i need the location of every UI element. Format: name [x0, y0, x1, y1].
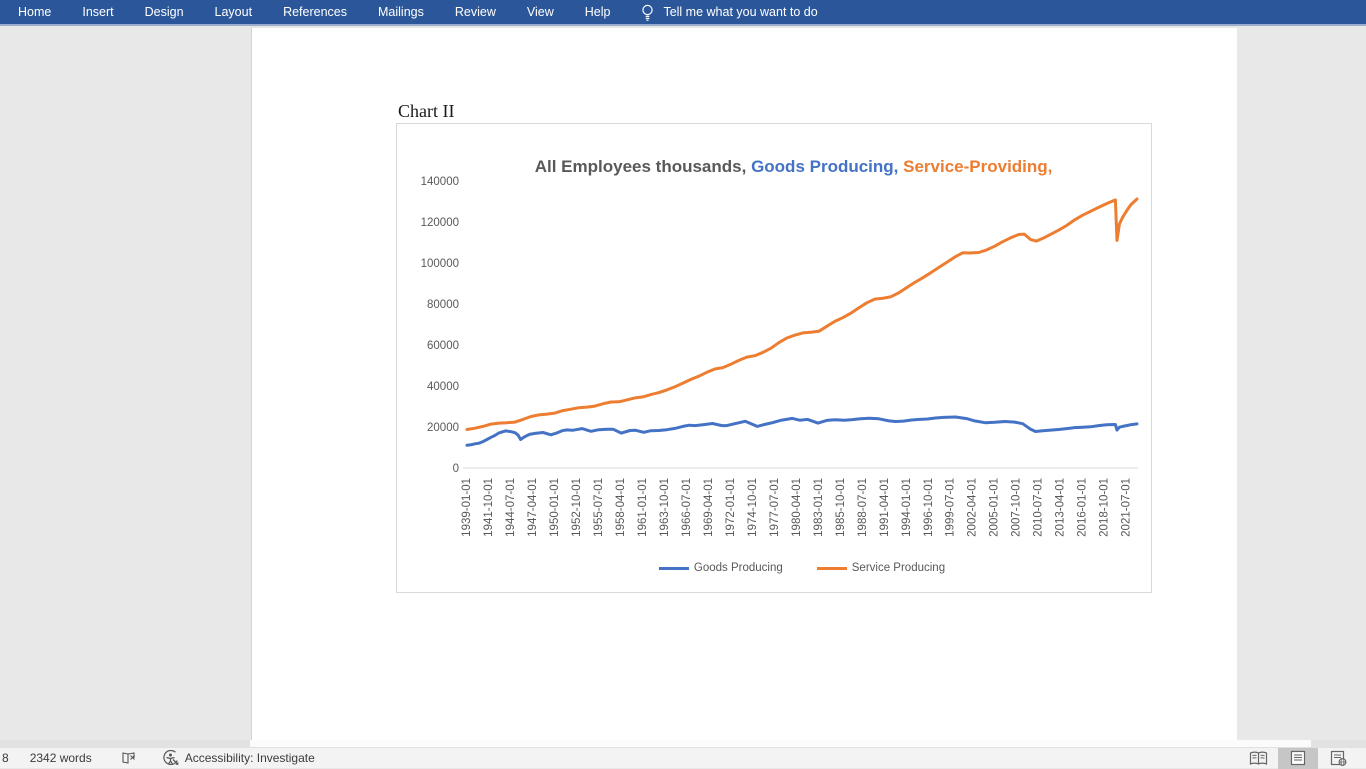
- x-axis-tick-label: 1994-01-01: [901, 478, 913, 537]
- tell-me-label: Tell me what you want to do: [663, 5, 817, 19]
- legend-item-service[interactable]: [817, 562, 945, 574]
- x-axis-tick-label: 1972-01-01: [725, 478, 737, 537]
- x-axis-tick-label: 1963-10-01: [659, 478, 671, 537]
- x-axis-tick-label: 1958-04-01: [615, 478, 627, 537]
- status-bar: [0, 747, 1366, 768]
- y-axis-tick-label: 80000: [427, 299, 459, 311]
- x-axis-tick-label: 1944-07-01: [505, 478, 517, 537]
- tab-references[interactable]: References: [283, 5, 347, 19]
- horizontal-scrollbar-thumb[interactable]: [250, 740, 1311, 747]
- x-axis-tick-label: 1955-07-01: [593, 478, 605, 537]
- document-canvas: [0, 28, 1366, 740]
- tab-review[interactable]: Review: [455, 5, 496, 19]
- chart-title-segment-orange: Service-Providing,: [903, 157, 1052, 176]
- print-layout-button[interactable]: [1278, 748, 1318, 769]
- tab-design[interactable]: Design: [145, 5, 184, 19]
- legend-label-goods: Goods Producing: [694, 562, 783, 574]
- document-page[interactable]: [251, 28, 1237, 740]
- y-axis-tick-label: 0: [453, 463, 459, 475]
- tab-view[interactable]: View: [527, 5, 554, 19]
- x-axis-tick-label: 1961-01-01: [637, 478, 649, 537]
- legend-swatch-service: [817, 567, 847, 570]
- chart-legend: [467, 562, 1137, 574]
- x-axis-tick-label: 1941-10-01: [483, 478, 495, 537]
- accessibility-label: Accessibility: Investigate: [185, 751, 315, 765]
- series-line-service-producing: [467, 199, 1137, 430]
- x-axis-tick-label: 1952-10-01: [571, 478, 583, 537]
- x-axis-tick-label: 1980-04-01: [791, 478, 803, 537]
- accessibility-checker-button[interactable]: [144, 748, 322, 768]
- read-mode-button[interactable]: [1238, 748, 1278, 769]
- y-axis-tick-label: 60000: [427, 340, 459, 352]
- x-axis-tick-label: 2010-07-01: [1033, 478, 1045, 537]
- x-axis-tick-label: 2021-07-01: [1121, 478, 1133, 537]
- x-axis-tick-label: 1983-01-01: [813, 478, 825, 537]
- x-axis-tick-label: 2007-10-01: [1011, 478, 1023, 537]
- chart-caption[interactable]: Chart II: [398, 101, 454, 122]
- proofing-icon: [121, 751, 137, 766]
- x-axis-tick-label: 1969-04-01: [703, 478, 715, 537]
- horizontal-scrollbar[interactable]: [0, 740, 1366, 747]
- page-indicator[interactable]: 8: [0, 748, 16, 768]
- proofing-errors-button[interactable]: [99, 748, 144, 768]
- x-axis-tick-label: 1966-07-01: [681, 478, 693, 537]
- tell-me-box[interactable]: [641, 4, 817, 21]
- series-line-goods-producing: [467, 417, 1137, 445]
- x-axis-tick-label: 2013-04-01: [1055, 478, 1067, 537]
- legend-label-service: Service Producing: [852, 562, 945, 574]
- word-count[interactable]: 2342 words: [16, 748, 99, 768]
- legend-swatch-goods: [659, 567, 689, 570]
- x-axis-tick-label: 1991-04-01: [879, 478, 891, 537]
- y-axis-tick-label: 40000: [427, 381, 459, 393]
- x-axis-tick-label: 2002-04-01: [967, 478, 979, 537]
- y-axis-tick-label: 120000: [421, 217, 459, 229]
- x-axis-tick-label: 2018-10-01: [1099, 478, 1111, 537]
- x-axis-tick-label: 1999-07-01: [945, 478, 957, 537]
- x-axis-tick-label: 1974-10-01: [747, 478, 759, 537]
- y-axis-tick-label: 140000: [421, 176, 459, 188]
- web-layout-icon: [1330, 750, 1347, 766]
- legend-item-goods[interactable]: [659, 562, 783, 574]
- accessibility-icon: [162, 750, 179, 766]
- x-axis-tick-label: 2005-01-01: [989, 478, 1001, 537]
- chart-title-segment-gray: All Employees thousands,: [535, 157, 751, 176]
- x-axis-tick-label: 1977-07-01: [769, 478, 781, 537]
- y-axis-tick-label: 100000: [421, 258, 459, 270]
- tab-help[interactable]: Help: [585, 5, 611, 19]
- ribbon-tab-bar: [0, 0, 1366, 26]
- chart-title: [397, 137, 1153, 197]
- x-axis-tick-label: 1996-10-01: [923, 478, 935, 537]
- chart-title-segment-blue: Goods Producing,: [751, 157, 903, 176]
- tab-insert[interactable]: Insert: [82, 5, 113, 19]
- lightbulb-icon: [641, 4, 654, 21]
- tab-layout[interactable]: Layout: [215, 5, 253, 19]
- x-axis-tick-label: 1939-01-01: [461, 478, 473, 537]
- embedded-chart[interactable]: [396, 123, 1152, 593]
- tab-mailings[interactable]: Mailings: [378, 5, 424, 19]
- x-axis-tick-label: 1947-04-01: [527, 478, 539, 537]
- x-axis-tick-label: 1950-01-01: [549, 478, 561, 537]
- x-axis-tick-label: 1985-10-01: [835, 478, 847, 537]
- tab-home[interactable]: Home: [18, 5, 51, 19]
- x-axis-tick-label: 1988-07-01: [857, 478, 869, 537]
- print-layout-icon: [1290, 750, 1306, 766]
- x-axis-tick-label: 2016-01-01: [1077, 478, 1089, 537]
- y-axis-tick-label: 20000: [427, 422, 459, 434]
- read-mode-icon: [1249, 751, 1268, 766]
- web-layout-button[interactable]: [1318, 748, 1358, 769]
